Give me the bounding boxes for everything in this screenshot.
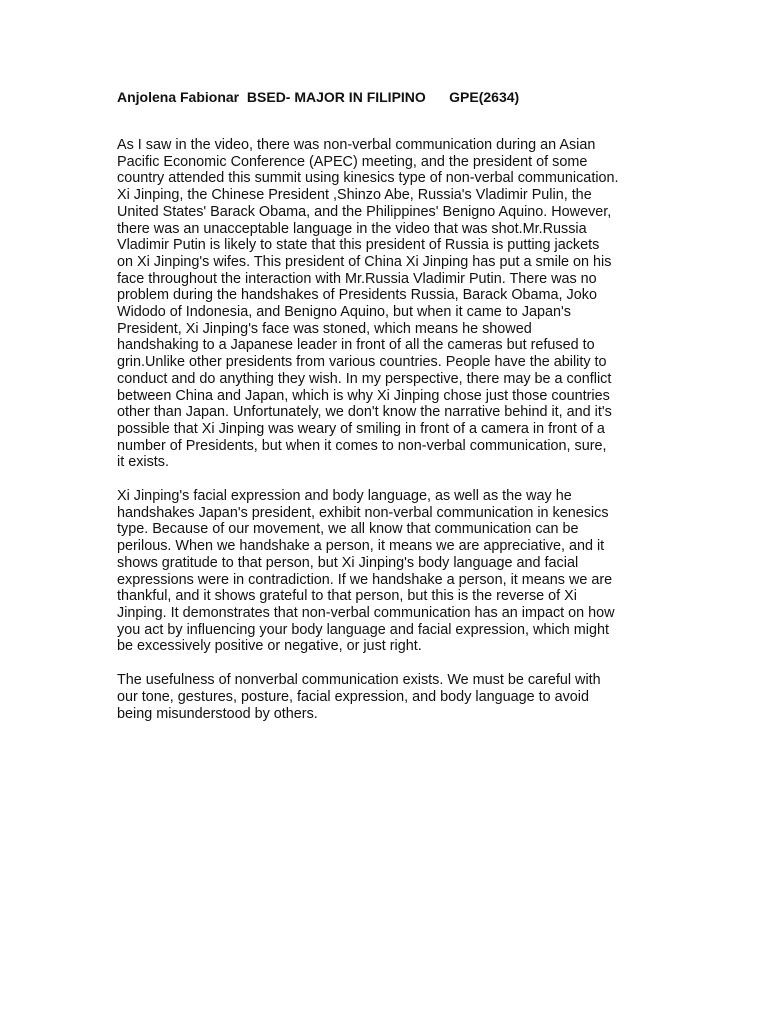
text-line: United States' Barack Obama, and the Philippines' Benigno Aquino. However, bbox=[117, 203, 612, 220]
text-line: conduct and do anything they wish. In my perspective, there may be a conflict bbox=[117, 370, 612, 387]
text-line: between China and Japan, which is why Xi Jinping chose just those countries bbox=[117, 387, 610, 404]
paragraph-3 bbox=[117, 672, 662, 722]
text-line: possible that Xi Jinping was weary of smiling in front of a camera in front of a bbox=[117, 420, 605, 437]
text-line: other than Japan. Unfortunately, we don't know the narrative behind it, and it's bbox=[117, 404, 612, 421]
text-line: on Xi Jinping's wifes. This president of China Xi Jinping has put a smile on his bbox=[117, 253, 612, 270]
text-line: As I saw in the video, there was non-verbal communication during an Asian bbox=[117, 137, 596, 153]
text-line: handshakes Japan's president, exhibit non-verbal communication in kenesics bbox=[117, 504, 609, 521]
text-line: Jinping. It demonstrates that non-verbal communication has an impact on how bbox=[117, 604, 615, 621]
text-line: number of Presidents, but when it comes to non-verbal communication, sure, bbox=[117, 437, 607, 454]
text-line: President, Xi Jinping's face was stoned, which means he showed bbox=[117, 320, 532, 337]
text-line: being misunderstood by others. bbox=[117, 705, 318, 722]
text-line: face throughout the interaction with Mr.Russia Vladimir Putin. There was no bbox=[117, 270, 597, 287]
text-line: Xi Jinping's facial expression and body language, as well as the way he bbox=[117, 488, 572, 505]
text-line: there was an unacceptable language in the video that was shot.Mr.Russia bbox=[117, 220, 587, 237]
text-line: thankful, and it shows grateful to that person, but this is the reverse of Xi bbox=[117, 588, 577, 605]
document-body bbox=[117, 137, 662, 739]
text-line: type. Because of our movement, we all know that communication can be bbox=[117, 521, 579, 538]
text-line: be excessively positive or negative, or just right. bbox=[117, 638, 422, 655]
text-line: shows gratitude to that person, but Xi Jinping's body language and facial bbox=[117, 554, 579, 571]
text-line: Vladimir Putin is likely to state that this president of Russia is putting jackets bbox=[117, 237, 600, 254]
text-line: problem during the handshakes of Presidents Russia, Barack Obama, Joko bbox=[117, 287, 597, 304]
text-line: it exists. bbox=[117, 454, 169, 471]
text-line: handshaking to a Japanese leader in front of all the cameras but refused to bbox=[117, 337, 595, 354]
text-line: Pacific Economic Conference (APEC) meeting, and the president of some bbox=[117, 153, 588, 170]
text-line: Widodo of Indonesia, and Benigno Aquino, but when it came to Japan's bbox=[117, 304, 571, 321]
text-line: perilous. When we handshake a person, it means we are appreciative, and it bbox=[117, 538, 605, 555]
text-line: grin.Unlike other presidents from various countries. People have the ability to bbox=[117, 354, 607, 371]
text-line: expressions were in contradiction. If we handshake a person, it means we are bbox=[117, 571, 613, 588]
paragraph-2 bbox=[117, 488, 662, 655]
text-line: The usefulness of nonverbal communication exists. We must be careful with bbox=[117, 672, 601, 689]
text-line: our tone, gestures, posture, facial expression, and body language to avoid bbox=[117, 688, 590, 705]
text-line: you act by influencing your body language and facial expression, which might bbox=[117, 621, 609, 638]
document-heading: Anjolena Fabionar BSED- MAJOR IN FILIPINO GPE(2634) bbox=[117, 89, 520, 105]
paragraph-1 bbox=[117, 137, 662, 471]
text-line: Xi Jinping, the Chinese President ,Shinzo Abe, Russia's Vladimir Pulin, the bbox=[117, 187, 592, 204]
text-line: country attended this summit using kinesics type of non-verbal communication. bbox=[117, 170, 619, 187]
